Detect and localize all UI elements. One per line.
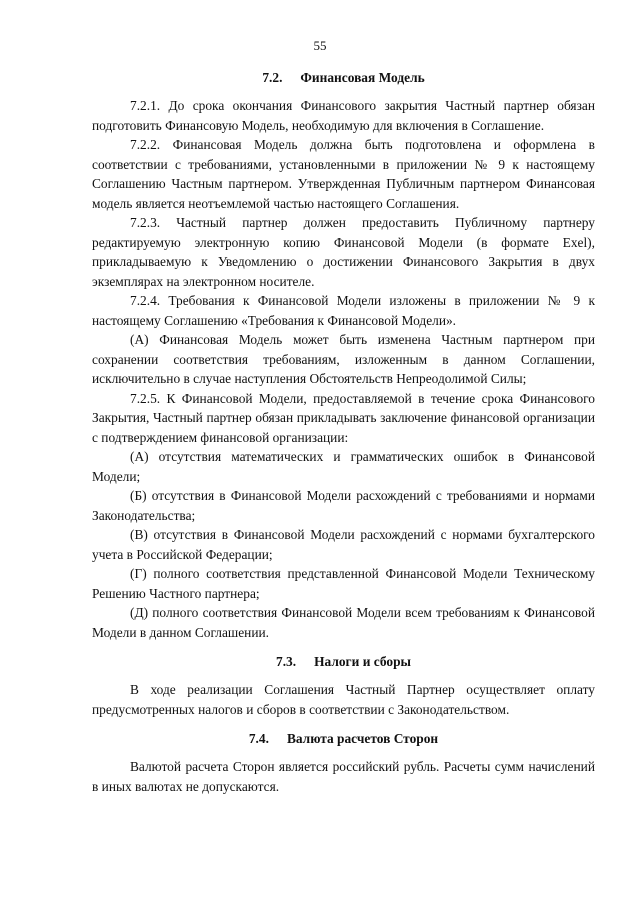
subclause-a: (А) Финансовая Модель может быть изменена Частным партнером при сохранении соответствия требованиям, изложенным в данном Соглашении, исключительно в случае наступления Обстоятельств Непреодолимой Силы; <box>92 332 595 386</box>
section-number: 7.3. <box>276 654 297 669</box>
section-7-3-paragraph: В ходе реализации Соглашения Частный Партнер осуществляет оплату предусмотренных налогов и сборов в соответствии с Законодательством. <box>92 682 595 717</box>
clause-7-2-2: 7.2.2. Финансовая Модель должна быть подготовлена и оформлена в соответствии с требованиями, установленными в приложении № 9 к настоящему Соглашению Частным партнером. Утвержденная Публичным партнером Финансовая модель является неотъемлемой частью настоящего Соглашения. <box>92 137 595 211</box>
document-body <box>92 67 595 796</box>
section-heading-7-3 <box>92 651 595 673</box>
clause-7-2-5: 7.2.5. К Финансовой Модели, предоставляемой в течение срока Финансового Закрытия, Частный партнер обязан прикладывать заключение финансовой организации с подтверждением финансовой организации: <box>92 390 595 445</box>
subclause-v: (В) отсутствия в Финансовой Модели расхождений с нормами бухгалтерского учета в Российской Федерации; <box>92 527 595 562</box>
subclause-g: (Г) полного соответствия представленной Финансовой Модели Техническому Решению Частного партнера; <box>92 566 595 601</box>
clause-7-2-1: 7.2.1. До срока окончания Финансового закрытия Частный партнер обязан подготовить Финансовую Модель, необходимую для включения в Соглашение. <box>92 98 595 133</box>
section-title: Финансовая Модель <box>300 70 425 85</box>
subclause-d: (Д) полного соответствия Финансовой Модели всем требованиям к Финансовой Модели в данном Соглашении. <box>92 605 595 640</box>
section-title: Налоги и сборы <box>314 654 411 669</box>
section-heading-7-2 <box>92 67 595 89</box>
subclause-a: (А) отсутствия математических и грамматических ошибок в Финансовой Модели; <box>92 449 595 484</box>
section-number: 7.4. <box>248 731 269 746</box>
section-number: 7.2. <box>262 70 283 85</box>
clause-7-2-4: 7.2.4. Требования к Финансовой Модели изложены в приложении № 9 к настоящему Соглашению «Требования к Финансовой Модели». <box>92 293 595 328</box>
section-heading-7-4 <box>92 728 595 750</box>
section-7-4-paragraph: Валютой расчета Сторон является российский рубль. Расчеты сумм начислений в иных валютах не допускаются. <box>92 759 595 794</box>
subclause-b: (Б) отсутствия в Финансовой Модели расхождений с требованиями и нормами Законодательства; <box>92 488 595 523</box>
page-number: 55 <box>313 38 327 53</box>
section-title: Валюта расчетов Сторон <box>286 731 439 746</box>
clause-7-2-3: 7.2.3. Частный партнер должен предоставить Публичному партнеру редактируемую электронную копию Финансовой Модели (в формате Exel), прикладываемую к Уведомлению о достижении Финансового Закрытия в двух экземплярах на электронном носителе. <box>92 215 595 289</box>
